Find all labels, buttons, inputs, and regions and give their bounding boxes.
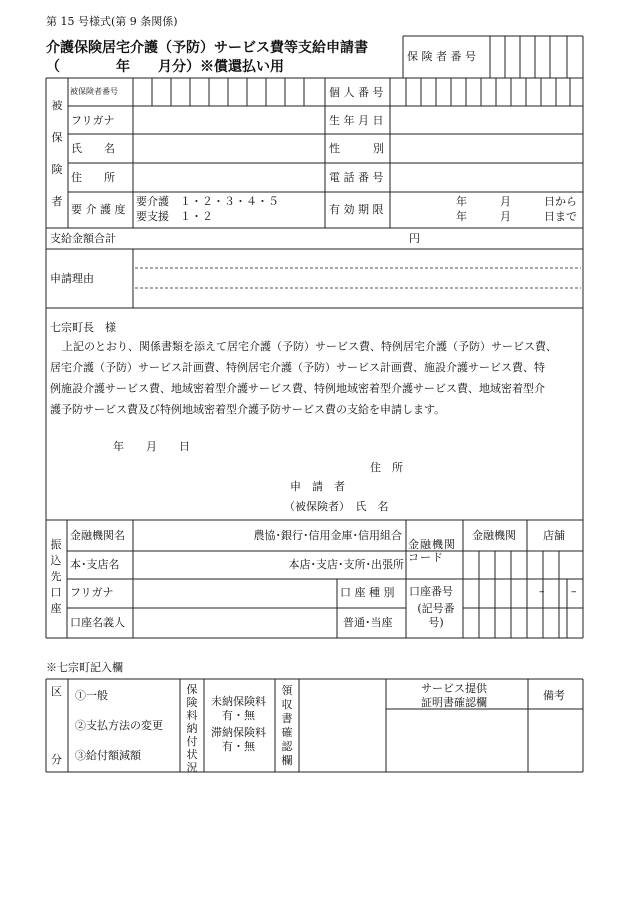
phone-label: 電 話 番 号 [329,171,384,184]
body-line-2: 居宅介護（予防）サービス計画費、特例居宅介護（予防）サービス計画費、施設介護サービス費、特 [50,361,545,374]
personal-number-label: 個 人 番 号 [329,86,384,99]
unpaid-yes-no: 有・無 [222,709,255,722]
kubun-first: 区 [51,685,62,698]
overdue-yes-no: 有・無 [222,740,255,753]
form-period: （ 年 月分）※償還払い用 [46,59,284,75]
payment-total-label: 支給金額合計 [50,232,116,245]
form-number: 第 15 号様式(第 9 条関係) [46,15,178,28]
option-benefit-reduction: ③給付額減額 [75,749,141,762]
furigana-label: フリガナ [71,114,115,127]
bank-code-column: 金融機関 [472,529,516,542]
account-holder-label: 口座名義人 [70,616,125,629]
bank-types: 農協･銀行･信用金庫･信用組合 [253,529,402,542]
branch-name-label: 本･支店名 [70,558,120,571]
yen-unit: 円 [409,232,420,245]
option-payment-change: ②支払方法の変更 [75,719,163,732]
body-line-1: 上記のとおり、関係書類を添えて居宅介護（予防）サービス費、特例居宅介護（予防）サービス費、 [62,340,557,353]
account-number-dash-2: – [571,585,577,598]
account-number-sub: (記号番号) [417,602,455,629]
applicant-label: 申 請 者 [290,480,345,493]
receipt-check-label: 領収書確認欄 [281,684,293,767]
gender-label: 性 別 [329,142,384,155]
date-line: 年 月 日 [113,440,190,453]
account-section-label: 振込先口座 [50,538,62,615]
account-furigana-label: フリガナ [70,586,114,599]
overdue-label: 滞納保険料 [211,726,266,739]
account-types: 普通･当座 [343,616,393,629]
body-line-4: 護予防サービス費及び特例地域密着型介護予防サービス費の支給を申請します。 [50,403,446,416]
reason-label: 申請理由 [50,272,94,285]
kubun-char-1 [51,686,62,697]
office-use-heading: ※七宗町記入欄 [46,661,123,674]
account-type-label: 口 座 種 別 [340,586,395,599]
applicant-name-label: （被保険者） 氏 名 [284,500,389,513]
form-title: 介護保険居宅介護（予防）サービス費等支給申請書 [46,40,368,56]
birthdate-label: 生 年 月 日 [329,114,384,127]
name-label: 氏 名 [71,142,115,155]
address-label: 住 所 [71,171,115,184]
service-cert-line-2: 証明書確認欄 [421,696,487,709]
applicant-address-label: 住 所 [370,461,403,474]
account-number-dash-1: – [539,585,545,598]
service-cert-line-1: サービス提供 [421,682,487,695]
insurer-number-label: 保 険 者 番 号 [407,50,476,63]
option-general: ①一般 [75,689,108,702]
addressee: 七宗町長 様 [50,321,116,334]
validity-from: 年 月 日から [456,195,577,208]
kubun-second: 分 [51,753,62,766]
care-level-options-1: 要介護 １・２・３・４・５ [136,195,279,208]
premium-status-label: 保険料納付状況 [186,683,198,774]
unpaid-label: 未納保険料 [211,695,266,708]
notes-label: 備考 [543,689,565,702]
insured-section-label: 被保険者 [51,99,63,208]
kubun-char-2 [51,754,62,765]
body-line-3: 例施設介護サービス費、地域密着型介護サービス費、特例地域密着型介護サービス費、地域密着型介 [50,382,545,395]
insured-number-label: 被保険者番号 [70,87,118,96]
branch-code-column: 店舗 [543,529,565,542]
branch-types: 本店･支店･支所･出張所 [288,558,404,571]
account-number-label: 口座番号 [409,585,453,598]
care-level-options-2: 要支援 １・２ [136,210,213,223]
bank-name-label: 金融機関名 [70,529,125,542]
bank-code-label: 金融機関コード [408,538,456,564]
care-level-label: 要 介 護 度 [71,203,126,216]
validity-label: 有 効 期 限 [329,203,384,216]
validity-to: 年 月 日まで [456,210,577,223]
